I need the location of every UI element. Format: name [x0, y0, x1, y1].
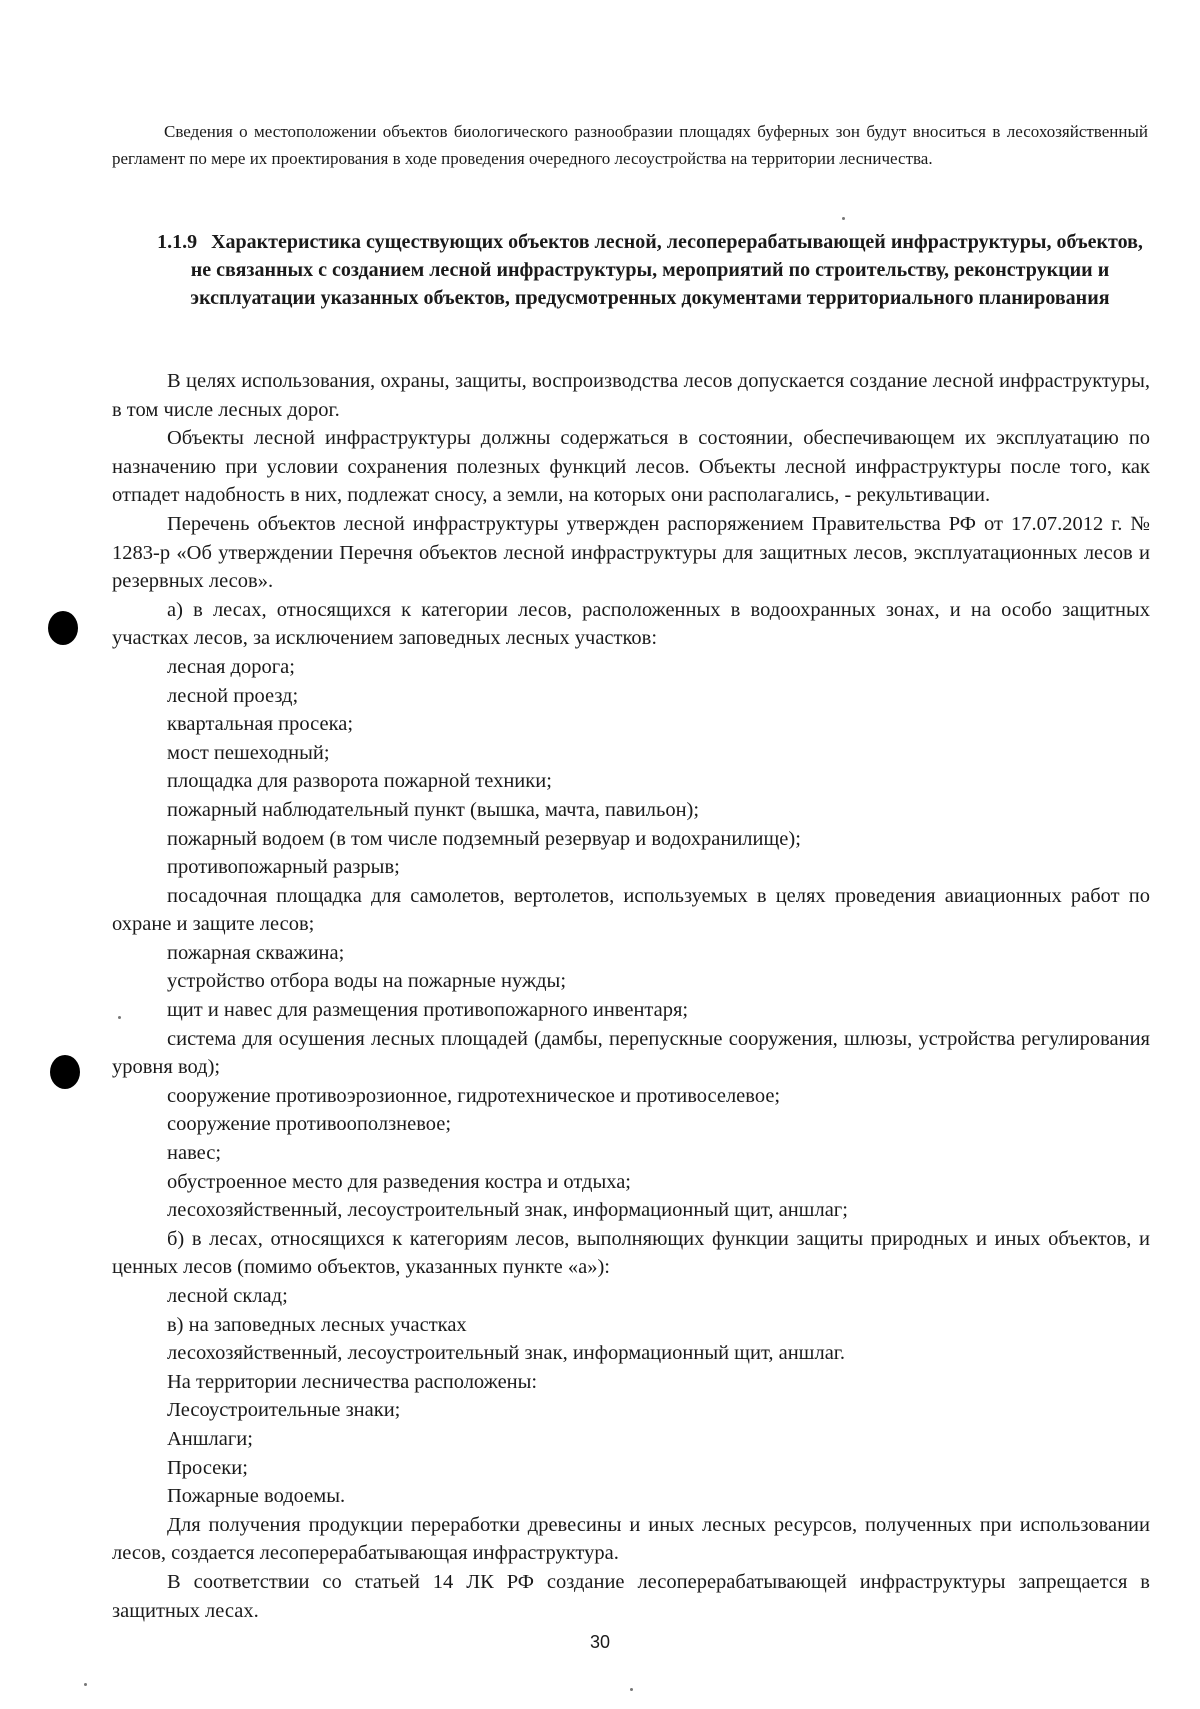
list-item: площадка для разворота пожарной техники; — [167, 770, 552, 793]
list-item: противопожарный разрыв; — [167, 856, 400, 879]
paragraph: Объекты лесной инфраструктуры должны содержаться в состоянии, обеспечивающем их эксплуатацию по назначению при условии сохранения полезных функций лесов. Объекты лесной инфраструктуры после того, как отпадет надобность в них, подлежат сносу, а земли, на которых они располагались, - рекультивации. — [112, 427, 1150, 507]
section-heading — [150, 228, 1150, 312]
document-body — [112, 367, 1150, 1625]
list-item: обустроенное место для разведения костра и отдыха; — [167, 1170, 631, 1193]
list-item: сооружение противоэрозионное, гидротехническое и противоселевое; — [167, 1084, 781, 1107]
section-number: 1.1.9 — [157, 231, 198, 253]
paragraph: Перечень объектов лесной инфраструктуры утвержден распоряжением Правительства РФ от 17.07.2012 г. № 1283-р «Об утверждении Перечня объектов лесной инфраструктуры для защитных лесов, эксплуатационных лесов и резервных лесов». — [112, 512, 1150, 593]
list-item: пожарный водоем (в том числе подземный резервуар и водохранилище); — [167, 827, 801, 850]
list-item: Просеки; — [167, 1456, 248, 1479]
page-number: 30 — [589, 1632, 611, 1652]
section-title: Характеристика существующих объектов лесной, лесоперерабатывающей инфраструктуры, объектов, не связанных с созданием лесной инфраструктуры, мероприятий по строительству, реконструкции и эксплуатации указанных объектов, предусмотренных документами территориального планирования — [190, 231, 1143, 309]
list-item: пожарная скважина; — [167, 941, 345, 964]
paragraph: в) на заповедных лесных участках — [167, 1313, 467, 1336]
list-item: щит и навес для размещения противопожарного инвентаря; — [167, 999, 689, 1022]
scan-speck — [84, 1683, 87, 1686]
list-item: Аншлаги; — [167, 1427, 253, 1450]
list-item: лесной проезд; — [167, 684, 299, 707]
list-item: сооружение противооползневое; — [167, 1113, 452, 1136]
list-item: система для осушения лесных площадей (дамбы, перепускные сооружения, шлюзы, устройства регулирования уровня вод); — [112, 1027, 1150, 1079]
paragraph: В целях использования, охраны, защиты, воспроизводства лесов допускается создание лесной инфраструктуры, в том числе лесных дорог. — [112, 370, 1150, 421]
paragraph: На территории лесничества расположены: — [167, 1370, 538, 1393]
list-item: Пожарные водоемы. — [167, 1485, 346, 1508]
list-item: лесной склад; — [167, 1285, 288, 1307]
list-item: пожарный наблюдательный пункт (вышка, мачта, павильон); — [167, 798, 700, 821]
list-item: лесохозяйственный, лесоустроительный знак, информационный щит, аншлаг. — [167, 1342, 846, 1365]
list-item: мост пешеходный; — [167, 741, 330, 764]
list-item: Лесоустроительные знаки; — [167, 1399, 401, 1422]
punch-hole — [48, 611, 78, 645]
paragraph: Для получения продукции переработки древесины и иных лесных ресурсов, полученных при использовании лесов, создается лесоперерабатывающая инфраструктура. — [112, 1513, 1150, 1565]
paragraph: а) в лесах, относящихся к категории лесов, расположенных в водоохранных зонах, и на особо защитных участках лесов, за исключением заповедных лесных участков: — [112, 598, 1150, 650]
list-item: устройство отбора воды на пожарные нужды; — [167, 970, 567, 993]
paragraph: В соответствии со статьей 14 ЛК РФ создание лесоперерабатывающей инфраструктуры запрещается в защитных лесах. — [112, 1570, 1150, 1622]
list-item: лесная дорога; — [167, 655, 295, 678]
list-item: навес; — [167, 1142, 222, 1165]
paragraph: б) в лесах, относящихся к категориям лесов, выполняющих функции защиты природных и иных объектов, и ценных лесов (помимо объектов, указанных пункте «а»): — [112, 1227, 1150, 1279]
scan-speck — [630, 1688, 633, 1691]
scan-speck — [842, 217, 845, 220]
list-item: лесохозяйственный, лесоустроительный знак, информационный щит, аншлаг; — [167, 1199, 848, 1222]
list-item: посадочная площадка для самолетов, вертолетов, используемых в целях проведения авиационных работ по охране и защите лесов; — [112, 884, 1150, 936]
intro-paragraph: Сведения о местоположении объектов биологического разнообразии площадях буферных зон будут вноситься в лесохозяйственный регламент по мере их проектирования в ходе проведения очередного лесоустройства на территории лесничества. — [112, 122, 1148, 168]
list-item: квартальная просека; — [167, 713, 354, 736]
punch-hole — [50, 1055, 80, 1089]
